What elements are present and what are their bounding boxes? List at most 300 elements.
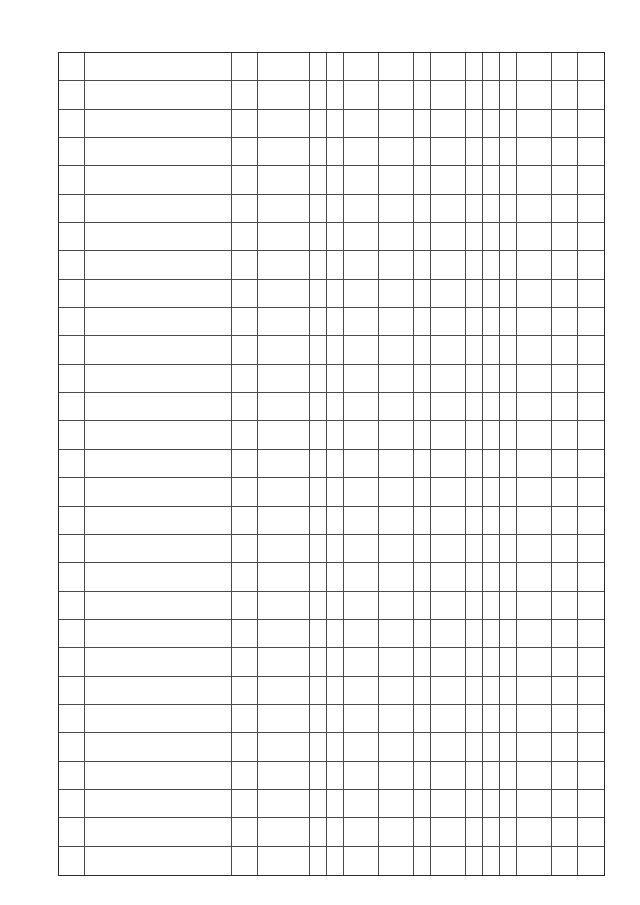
- table-cell: [517, 705, 552, 733]
- table-cell: [431, 507, 466, 535]
- table-cell: [517, 308, 552, 336]
- table-cell: [414, 81, 431, 109]
- table-cell: [578, 53, 604, 81]
- table-cell: [85, 818, 232, 846]
- table-cell: [431, 762, 466, 790]
- table-cell: [500, 110, 517, 138]
- table-cell: [327, 762, 344, 790]
- table-cell: [431, 648, 466, 676]
- table-cell: [500, 620, 517, 648]
- table-cell: [500, 847, 517, 875]
- table-cell: [232, 166, 258, 194]
- table-cell: [344, 53, 379, 81]
- table-cell: [517, 592, 552, 620]
- table-cell: [85, 138, 232, 166]
- table-cell: [310, 251, 327, 279]
- table-cell: [552, 251, 578, 279]
- table-cell: [310, 648, 327, 676]
- table-cell: [431, 195, 466, 223]
- table-cell: [517, 166, 552, 194]
- table-cell: [483, 762, 500, 790]
- table-cell: [310, 733, 327, 761]
- table-cell: [379, 166, 414, 194]
- table-cell: [59, 790, 85, 818]
- table-cell: [85, 53, 232, 81]
- table-cell: [327, 790, 344, 818]
- table-cell: [483, 507, 500, 535]
- table-cell: [59, 110, 85, 138]
- table-cell: [327, 421, 344, 449]
- table-cell: [379, 110, 414, 138]
- table-cell: [258, 280, 310, 308]
- table-cell: [85, 648, 232, 676]
- table-cell: [517, 450, 552, 478]
- table-cell: [414, 818, 431, 846]
- table-cell: [500, 251, 517, 279]
- table-cell: [466, 677, 483, 705]
- table-cell: [59, 308, 85, 336]
- table-cell: [500, 308, 517, 336]
- table-cell: [59, 762, 85, 790]
- table-cell: [431, 421, 466, 449]
- table-cell: [431, 677, 466, 705]
- table-cell: [327, 308, 344, 336]
- table-cell: [517, 138, 552, 166]
- table-cell: [232, 81, 258, 109]
- table-cell: [310, 847, 327, 875]
- table-cell: [483, 166, 500, 194]
- table-cell: [85, 421, 232, 449]
- table-cell: [85, 280, 232, 308]
- table-cell: [500, 166, 517, 194]
- table-cell: [483, 251, 500, 279]
- table-cell: [578, 223, 604, 251]
- table-cell: [414, 110, 431, 138]
- table-cell: [310, 280, 327, 308]
- table-cell: [379, 450, 414, 478]
- table-cell: [379, 507, 414, 535]
- table-cell: [431, 393, 466, 421]
- table-cell: [59, 705, 85, 733]
- table-cell: [85, 308, 232, 336]
- table-cell: [258, 450, 310, 478]
- table-cell: [232, 563, 258, 591]
- table-cell: [552, 535, 578, 563]
- table-cell: [466, 280, 483, 308]
- table-cell: [258, 53, 310, 81]
- table-cell: [258, 81, 310, 109]
- table-cell: [552, 110, 578, 138]
- table-cell: [232, 223, 258, 251]
- table-cell: [85, 507, 232, 535]
- table-cell: [483, 308, 500, 336]
- table-cell: [310, 421, 327, 449]
- table-cell: [310, 478, 327, 506]
- table-cell: [483, 450, 500, 478]
- table-cell: [552, 507, 578, 535]
- table-cell: [327, 733, 344, 761]
- table-cell: [232, 365, 258, 393]
- table-cell: [517, 620, 552, 648]
- table-cell: [500, 677, 517, 705]
- table-cell: [344, 280, 379, 308]
- table-cell: [431, 251, 466, 279]
- table-cell: [431, 223, 466, 251]
- table-cell: [500, 336, 517, 364]
- table-cell: [379, 733, 414, 761]
- table-cell: [466, 563, 483, 591]
- table-cell: [466, 336, 483, 364]
- table-cell: [59, 53, 85, 81]
- table-cell: [258, 648, 310, 676]
- table-cell: [414, 308, 431, 336]
- table-cell: [552, 280, 578, 308]
- table-cell: [552, 195, 578, 223]
- table-cell: [59, 620, 85, 648]
- table-cell: [344, 790, 379, 818]
- table-cell: [578, 478, 604, 506]
- table-cell: [466, 762, 483, 790]
- table-cell: [59, 818, 85, 846]
- table-cell: [552, 478, 578, 506]
- table-cell: [379, 790, 414, 818]
- table-cell: [578, 620, 604, 648]
- table-cell: [344, 592, 379, 620]
- table-cell: [500, 507, 517, 535]
- table-cell: [414, 138, 431, 166]
- table-cell: [466, 393, 483, 421]
- table-cell: [500, 421, 517, 449]
- table-cell: [327, 677, 344, 705]
- table-cell: [483, 81, 500, 109]
- table-cell: [379, 762, 414, 790]
- table-cell: [431, 620, 466, 648]
- table-cell: [431, 818, 466, 846]
- table-cell: [310, 393, 327, 421]
- table-cell: [310, 138, 327, 166]
- table-cell: [483, 138, 500, 166]
- table-cell: [414, 53, 431, 81]
- table-cell: [59, 847, 85, 875]
- table-cell: [517, 393, 552, 421]
- table-cell: [414, 847, 431, 875]
- table-cell: [379, 677, 414, 705]
- table-cell: [578, 251, 604, 279]
- table-cell: [344, 478, 379, 506]
- table-cell: [414, 365, 431, 393]
- table-cell: [344, 195, 379, 223]
- table-cell: [466, 592, 483, 620]
- table-cell: [466, 705, 483, 733]
- table-cell: [327, 251, 344, 279]
- table-cell: [85, 733, 232, 761]
- table-cell: [483, 592, 500, 620]
- table-cell: [552, 336, 578, 364]
- table-cell: [85, 592, 232, 620]
- table-cell: [431, 790, 466, 818]
- table-cell: [500, 790, 517, 818]
- table-cell: [310, 110, 327, 138]
- table-cell: [344, 563, 379, 591]
- table-cell: [552, 166, 578, 194]
- table-cell: [466, 733, 483, 761]
- table-cell: [578, 365, 604, 393]
- table-cell: [232, 790, 258, 818]
- table-cell: [232, 308, 258, 336]
- table-cell: [414, 620, 431, 648]
- table-cell: [379, 478, 414, 506]
- table-cell: [431, 450, 466, 478]
- table-cell: [344, 308, 379, 336]
- table-cell: [59, 535, 85, 563]
- table-cell: [232, 421, 258, 449]
- table-cell: [344, 677, 379, 705]
- table-cell: [310, 365, 327, 393]
- table-cell: [85, 166, 232, 194]
- table-cell: [517, 195, 552, 223]
- table-cell: [59, 393, 85, 421]
- table-cell: [466, 648, 483, 676]
- table-cell: [500, 563, 517, 591]
- table-cell: [258, 507, 310, 535]
- table-cell: [310, 563, 327, 591]
- table-cell: [379, 336, 414, 364]
- table-cell: [232, 592, 258, 620]
- table-cell: [517, 478, 552, 506]
- table-cell: [59, 166, 85, 194]
- table-cell: [85, 195, 232, 223]
- table-cell: [258, 733, 310, 761]
- table-cell: [379, 847, 414, 875]
- table-cell: [500, 733, 517, 761]
- table-cell: [414, 733, 431, 761]
- table-cell: [500, 535, 517, 563]
- table-cell: [232, 818, 258, 846]
- table-cell: [578, 733, 604, 761]
- table-cell: [414, 535, 431, 563]
- table-cell: [232, 507, 258, 535]
- table-cell: [85, 563, 232, 591]
- table-cell: [552, 705, 578, 733]
- table-cell: [85, 336, 232, 364]
- table-cell: [379, 308, 414, 336]
- table-cell: [310, 620, 327, 648]
- table-cell: [85, 251, 232, 279]
- table-cell: [431, 336, 466, 364]
- table-cell: [379, 393, 414, 421]
- table-cell: [85, 110, 232, 138]
- table-cell: [344, 450, 379, 478]
- table-cell: [414, 677, 431, 705]
- table-cell: [344, 733, 379, 761]
- table-cell: [232, 450, 258, 478]
- table-cell: [466, 251, 483, 279]
- table-cell: [232, 620, 258, 648]
- table-cell: [85, 790, 232, 818]
- table-cell: [578, 535, 604, 563]
- table-cell: [552, 450, 578, 478]
- table-cell: [578, 81, 604, 109]
- table-cell: [500, 53, 517, 81]
- table-cell: [344, 620, 379, 648]
- table-cell: [258, 336, 310, 364]
- table-cell: [344, 507, 379, 535]
- table-cell: [500, 450, 517, 478]
- table-cell: [483, 705, 500, 733]
- table-cell: [431, 478, 466, 506]
- table-cell: [258, 393, 310, 421]
- table-cell: [578, 563, 604, 591]
- table-cell: [379, 592, 414, 620]
- table-cell: [466, 847, 483, 875]
- table-cell: [414, 478, 431, 506]
- table-cell: [578, 421, 604, 449]
- table-cell: [327, 81, 344, 109]
- table-cell: [500, 393, 517, 421]
- table-cell: [310, 762, 327, 790]
- table-cell: [552, 53, 578, 81]
- table-cell: [232, 53, 258, 81]
- table-cell: [578, 762, 604, 790]
- table-cell: [59, 478, 85, 506]
- table-cell: [517, 280, 552, 308]
- table-cell: [466, 421, 483, 449]
- table-cell: [483, 223, 500, 251]
- table-cell: [517, 81, 552, 109]
- table-cell: [258, 223, 310, 251]
- table-cell: [466, 365, 483, 393]
- table-cell: [517, 365, 552, 393]
- table-cell: [578, 705, 604, 733]
- table-cell: [327, 818, 344, 846]
- table-cell: [232, 251, 258, 279]
- table-cell: [517, 847, 552, 875]
- table-cell: [483, 365, 500, 393]
- table-cell: [310, 507, 327, 535]
- table-cell: [310, 592, 327, 620]
- table-cell: [258, 677, 310, 705]
- table-cell: [310, 705, 327, 733]
- table-cell: [431, 733, 466, 761]
- table-cell: [310, 53, 327, 81]
- table-cell: [327, 336, 344, 364]
- table-cell: [258, 195, 310, 223]
- table-cell: [85, 620, 232, 648]
- table-cell: [552, 393, 578, 421]
- table-cell: [379, 195, 414, 223]
- table-cell: [59, 280, 85, 308]
- table-cell: [327, 110, 344, 138]
- table-cell: [232, 762, 258, 790]
- table-cell: [59, 223, 85, 251]
- table-cell: [344, 138, 379, 166]
- table-cell: [578, 648, 604, 676]
- table-cell: [552, 648, 578, 676]
- table-cell: [578, 195, 604, 223]
- table-cell: [517, 762, 552, 790]
- table-cell: [327, 393, 344, 421]
- table-cell: [232, 705, 258, 733]
- table-cell: [327, 535, 344, 563]
- table-cell: [379, 53, 414, 81]
- table-cell: [517, 336, 552, 364]
- table-cell: [414, 648, 431, 676]
- table-cell: [258, 592, 310, 620]
- table-cell: [466, 223, 483, 251]
- table-cell: [59, 507, 85, 535]
- table-cell: [344, 847, 379, 875]
- table-cell: [500, 762, 517, 790]
- table-cell: [258, 535, 310, 563]
- table-cell: [431, 308, 466, 336]
- table-cell: [327, 53, 344, 81]
- table-cell: [310, 166, 327, 194]
- table-cell: [466, 818, 483, 846]
- table-cell: [258, 308, 310, 336]
- table-cell: [327, 592, 344, 620]
- table-cell: [258, 251, 310, 279]
- table-cell: [414, 393, 431, 421]
- table-cell: [85, 847, 232, 875]
- table-cell: [310, 535, 327, 563]
- table-cell: [431, 280, 466, 308]
- table-cell: [379, 818, 414, 846]
- table-cell: [258, 365, 310, 393]
- table-cell: [414, 790, 431, 818]
- table-cell: [258, 762, 310, 790]
- table-cell: [344, 648, 379, 676]
- table-cell: [344, 81, 379, 109]
- table-cell: [344, 336, 379, 364]
- table-cell: [85, 223, 232, 251]
- table-cell: [379, 535, 414, 563]
- table-cell: [578, 677, 604, 705]
- table-cell: [552, 223, 578, 251]
- table-cell: [431, 166, 466, 194]
- table-cell: [517, 563, 552, 591]
- table-cell: [232, 733, 258, 761]
- table-cell: [552, 847, 578, 875]
- table-cell: [258, 705, 310, 733]
- table-cell: [431, 563, 466, 591]
- table-cell: [500, 365, 517, 393]
- table-cell: [232, 393, 258, 421]
- table-cell: [258, 110, 310, 138]
- table-cell: [500, 280, 517, 308]
- table-cell: [327, 478, 344, 506]
- table-cell: [483, 53, 500, 81]
- table-cell: [59, 195, 85, 223]
- table-cell: [517, 677, 552, 705]
- table-cell: [517, 648, 552, 676]
- table-cell: [466, 620, 483, 648]
- table-cell: [85, 677, 232, 705]
- table-cell: [431, 592, 466, 620]
- table-cell: [466, 166, 483, 194]
- table-cell: [578, 592, 604, 620]
- table-cell: [258, 790, 310, 818]
- table-cell: [483, 280, 500, 308]
- table-cell: [431, 138, 466, 166]
- table-cell: [466, 478, 483, 506]
- table-cell: [379, 563, 414, 591]
- table-cell: [483, 620, 500, 648]
- table-cell: [414, 592, 431, 620]
- table-cell: [414, 336, 431, 364]
- table-cell: [552, 677, 578, 705]
- table-cell: [344, 365, 379, 393]
- table-cell: [578, 280, 604, 308]
